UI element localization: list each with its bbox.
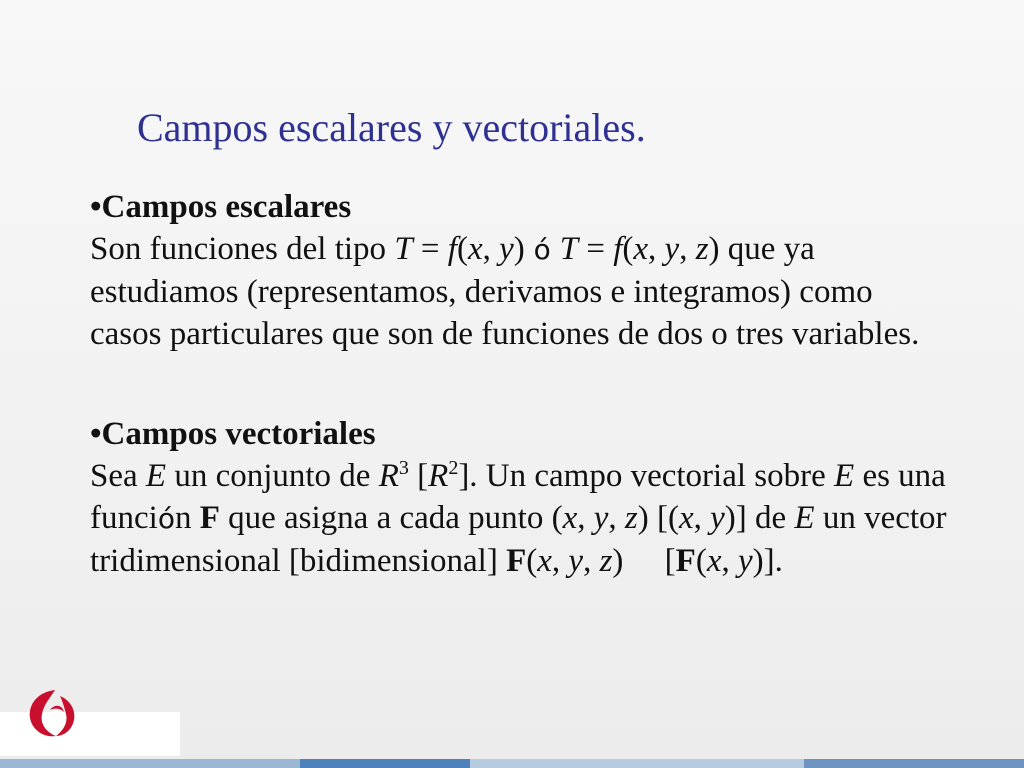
slide-title: Campos escalares y vectoriales. xyxy=(137,105,646,150)
section-gap xyxy=(90,355,950,413)
footer-bar xyxy=(0,759,1024,768)
vector-fields-paragraph: Sea E un conjunto de $R^3$ $[R^2]$. Un campo vectorial sobre E es una función F que asigna a cada punto (x, y, z) [(x, y)] de E un vector tridimensional [bidimensional] F(x, y, z) [F(x, y)]. xyxy=(90,457,947,579)
scalar-fields-paragraph: Son funciones del tipo T = f(x, y) ó T = f(x, y, z) que ya estudiamos (representamos, derivamos e integramos) como casos particulares que son de funciones de dos o tres variables. xyxy=(90,231,920,352)
vector-fields-heading: •Campos vectoriales xyxy=(90,416,376,452)
university-logo-icon xyxy=(20,684,90,742)
footer-segment xyxy=(470,759,804,768)
footer-segment xyxy=(804,759,1024,768)
scalar-fields-heading: •Campos escalares xyxy=(90,189,352,225)
footer-segment xyxy=(0,759,300,768)
footer-segment xyxy=(300,759,470,768)
slide-body xyxy=(90,186,950,582)
